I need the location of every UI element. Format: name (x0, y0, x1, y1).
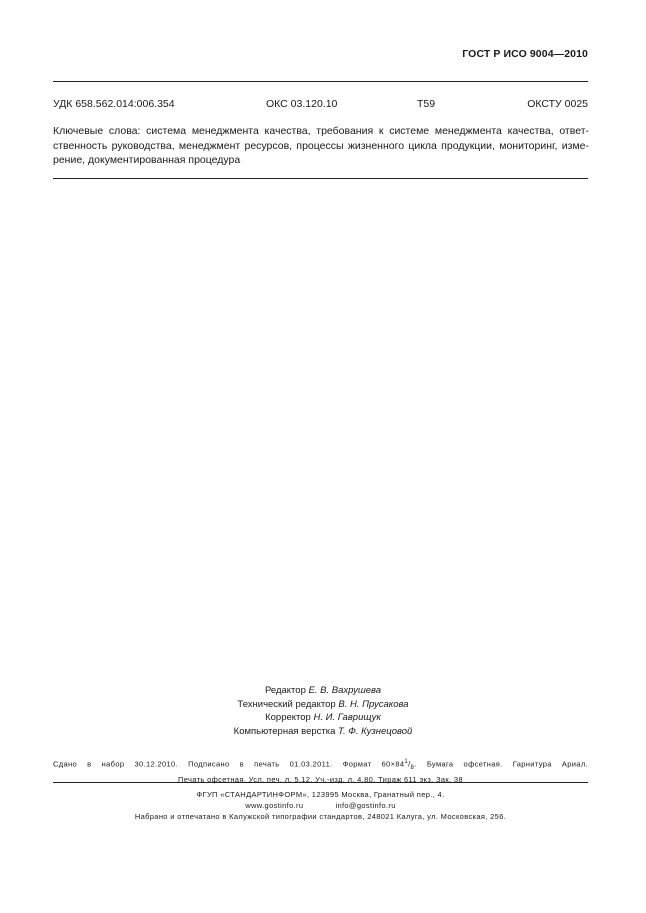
publisher-contacts (53, 800, 588, 811)
publisher-email[interactable]: info@gostinfo.ru (335, 801, 396, 810)
keywords-block (53, 124, 589, 168)
top-divider (53, 81, 588, 82)
keywords-divider (53, 178, 588, 179)
credit-layout: Компьютерная верстка Т. Ф. Кузнецовой (233, 725, 413, 737)
keywords-line: ственность руководства, менеджмент ресурсов, процессы жизненного цикла продукции, мониторинг, изме- (53, 139, 589, 152)
classification-row (53, 98, 588, 112)
publisher-block (53, 789, 588, 822)
udk-code: УДК 658.562.014:006.354 (53, 98, 175, 110)
keywords-line: рение, документированная процедура (53, 154, 241, 167)
credit-editor: Редактор Е. В. Вахрушева (264, 685, 382, 696)
keywords-line: Ключевые слова: система менеджмента качества, требования к системе менеджмента качества, ответ- (53, 125, 589, 137)
imprint-divider (53, 782, 588, 783)
credit-proofreader: Корректор Н. И. Гаврищук (265, 712, 381, 723)
credit-tech-editor: Технический редактор В. Н. Прусакова (237, 698, 409, 710)
credits-block (0, 684, 646, 738)
imprint-line: Сдано в набор 30.12.2010. Подписано в печать 01.03.2011. Формат $60\times 84^1/_8$. Бумага офсетная. Гарнитура Ариал. (53, 759, 588, 771)
imprint-line: Печать офсетная. Усл. печ. л. 5,12. Уч.-изд. л. 4,80. Тираж 611 экз. Зак. 38 (178, 775, 463, 784)
publisher-website[interactable]: www.gostinfo.ru (245, 801, 304, 810)
publisher-address: ФГУП «СТАНДАРТИНФОРМ», 123995 Москва, Гранатный пер., 4. (196, 790, 445, 799)
okstu-code: ОКСТУ 0025 (527, 98, 588, 110)
oks-code: ОКС 03.120.10 (266, 98, 338, 110)
group-code: Т59 (417, 98, 436, 110)
standard-code: ГОСТ Р ИСО 9004—2010 (462, 48, 588, 60)
printing-house: Набрано и отпечатано в Калужской типографии стандартов, 248021 Калуга, ул. Московская, 256. (134, 812, 507, 821)
